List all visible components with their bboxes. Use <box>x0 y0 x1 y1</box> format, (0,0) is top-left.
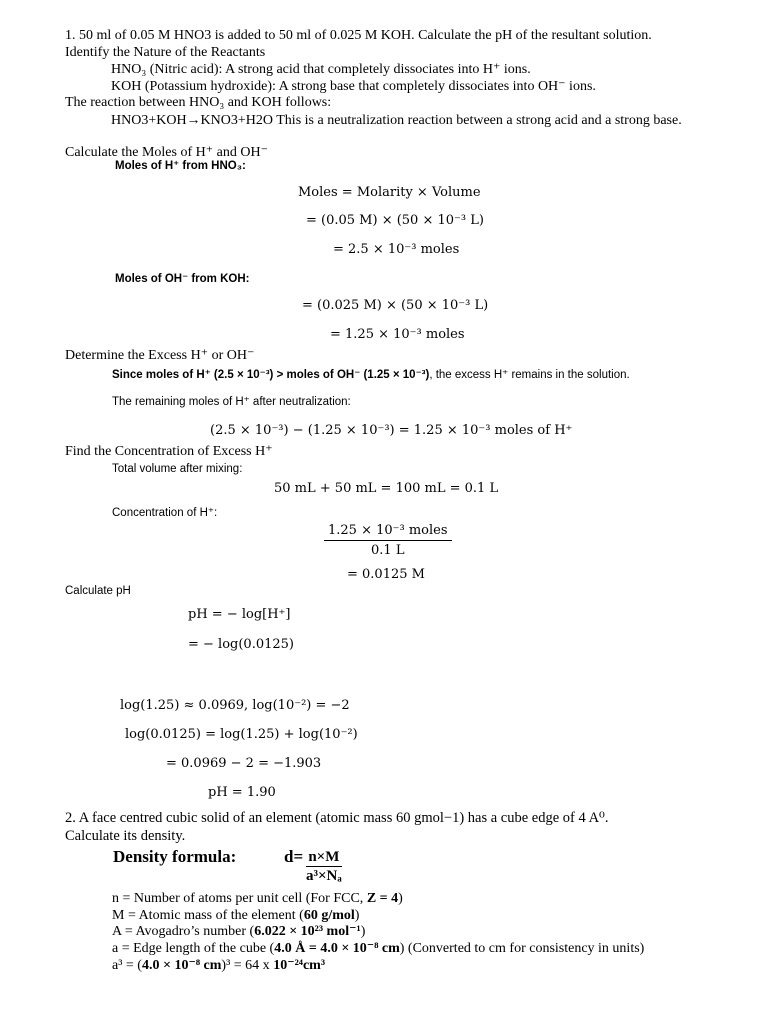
since-statement <box>112 369 630 382</box>
density-formula-denominator: a³×Nₐ <box>306 868 342 884</box>
m-definition-end: ) <box>354 908 360 923</box>
m-definition-value: 60 g/mol <box>303 908 355 923</box>
avogadro-definition-end: ) <box>360 924 366 939</box>
moles-oh-label: Moles of OH⁻ from KOH: <box>115 273 250 285</box>
log-equation-3: = 0.0969 − 2 = −1.903 <box>166 756 322 771</box>
q2-question-line-2: Calculate its density. <box>65 828 186 844</box>
remaining-equation: (2.5 × 10⁻³) − (1.25 × 10⁻³) = 1.25 × 10⁻³ moles of H⁺ <box>210 423 573 438</box>
concentration-result: = 0.0125 M <box>347 567 425 582</box>
log-equation-1: log(1.25) ≈ 0.0969, log(10⁻²) = −2 <box>120 698 350 713</box>
concentration-label: Concentration of H⁺: <box>112 507 218 519</box>
m-definition-text: M = Atomic mass of the element ( <box>112 908 304 923</box>
moles-h-equation-1: Moles = Molarity × Volume <box>298 185 481 200</box>
excess-heading: Determine the Excess H⁺ or OH⁻ <box>65 348 255 363</box>
a-cubed-value: 4.0 × 10⁻⁸ cm <box>141 958 222 973</box>
avogadro-definition <box>112 924 365 940</box>
density-formula-lhs: d= <box>284 847 304 866</box>
concentration-fraction <box>324 523 452 558</box>
moles-oh-equation-1: = (0.025 M) × (50 × 10⁻³ L) <box>302 298 489 313</box>
moles-h-equation-3: = 2.5 × 10⁻³ moles <box>333 242 460 257</box>
ph-equation-2: = − log(0.0125) <box>188 637 294 652</box>
moles-h-equation-2: = (0.05 M) × (50 × 10⁻³ L) <box>306 213 484 228</box>
density-formula-label: Density formula: <box>113 847 237 866</box>
ph-label: Calculate pH <box>65 585 131 597</box>
density-formula-numerator: n×M <box>306 849 342 867</box>
reaction-equation: HNO3+KOH→KNO3+H2O This is a neutralization reaction between a strong acid and a strong base. <box>111 113 682 128</box>
ph-equation-1: pH = − log[H⁺] <box>188 607 291 622</box>
n-definition-text: n = Number of atoms per unit cell (For FCC, <box>112 891 367 906</box>
q2-question-line-1: 2. A face centred cubic solid of an element (atomic mass 60 gmol−1) has a cube edge of 4 A⁰. <box>65 810 609 826</box>
a-cubed-definition <box>112 958 325 974</box>
ph-final: pH = 1.90 <box>208 785 276 800</box>
m-definition <box>112 908 359 924</box>
edge-definition-end: ) (Converted to cm for consistency in units) <box>399 941 645 956</box>
moles-h-label: Moles of H⁺ from HNO₃: <box>115 160 246 172</box>
edge-definition-text: a = Edge length of the cube ( <box>112 941 275 956</box>
edge-definition <box>112 941 644 957</box>
log-equation-2: log(0.0125) = log(1.25) + log(10⁻²) <box>125 727 358 742</box>
n-definition <box>112 891 403 907</box>
remaining-label: The remaining moles of H⁺ after neutralization: <box>112 396 351 408</box>
concentration-numerator: 1.25 × 10⁻³ moles <box>324 523 452 541</box>
total-volume-equation: 50 mL + 50 mL = 100 mL = 0.1 L <box>274 481 499 496</box>
n-definition-end: ) <box>398 891 403 906</box>
total-volume-label: Total volume after mixing: <box>112 463 243 475</box>
concentration-denominator: 0.1 L <box>371 543 405 558</box>
edge-definition-value: 4.0 Å = 4.0 × 10⁻⁸ cm <box>274 941 400 956</box>
concentration-heading: Find the Concentration of Excess H⁺ <box>65 444 273 459</box>
reaction-intro: The reaction between HNO₃ and KOH follows: <box>65 95 332 110</box>
hno3-description: HNO₃ (Nitric acid): A strong acid that completely dissociates into H⁺ ions. <box>111 62 531 77</box>
identify-heading: Identify the Nature of the Reactants <box>65 45 266 60</box>
a-cubed-result: 10⁻²⁴cm³ <box>273 958 326 973</box>
a-cubed-text: a³ = ( <box>112 958 142 973</box>
moles-heading: Calculate the Moles of H⁺ and OH⁻ <box>65 145 268 160</box>
since-statement-bold: Since moles of H⁺ (2.5 × 10⁻³) > moles of OH⁻ (1.25 × 10⁻³) <box>112 369 430 381</box>
n-definition-value: Z = 4 <box>366 891 399 906</box>
density-formula-fraction <box>306 849 342 885</box>
a-cubed-mid: )³ = 64 x <box>221 958 274 973</box>
koh-description: KOH (Potassium hydroxide): A strong base that completely dissociates into OH⁻ ions. <box>111 79 596 94</box>
avogadro-definition-text: A = Avogadro’s number ( <box>112 924 255 939</box>
avogadro-definition-value: 6.022 × 10²³ mol⁻¹ <box>254 924 361 939</box>
moles-oh-equation-2: = 1.25 × 10⁻³ moles <box>330 327 465 342</box>
q1-question: 1. 50 ml of 0.05 M HNO3 is added to 50 ml of 0.025 M KOH. Calculate the pH of the resultant solution. <box>65 28 652 43</box>
since-statement-rest: , the excess H⁺ remains in the solution. <box>429 369 630 381</box>
